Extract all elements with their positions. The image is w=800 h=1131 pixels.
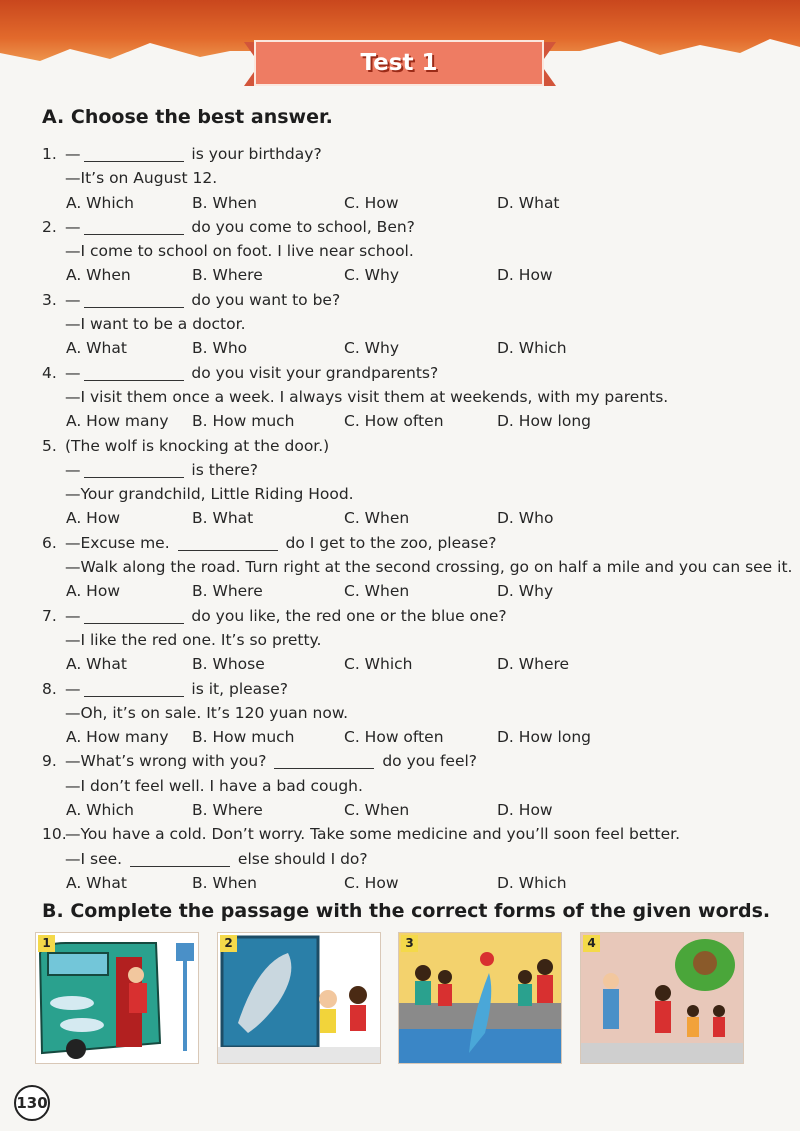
prompt-text-before: — bbox=[65, 363, 81, 382]
answer-option[interactable]: B. Where bbox=[192, 582, 263, 601]
question-prompt-line bbox=[0, 531, 800, 555]
answer-options bbox=[0, 263, 800, 287]
answer-option[interactable]: B. Whose bbox=[192, 655, 265, 674]
question-prompt-line bbox=[0, 458, 800, 482]
question-reply-line bbox=[0, 774, 800, 798]
answer-option[interactable]: A. How bbox=[66, 582, 121, 601]
question-reply bbox=[65, 847, 368, 871]
prompt-text-before: — bbox=[65, 217, 81, 236]
question-reply: —I like the red one. It’s so pretty. bbox=[65, 630, 322, 649]
question-prompt bbox=[65, 142, 322, 166]
answer-option[interactable]: C. How often bbox=[344, 728, 444, 747]
answer-option[interactable]: C. How bbox=[344, 873, 399, 892]
answer-blank[interactable] bbox=[84, 218, 184, 235]
question-prompt bbox=[65, 361, 438, 385]
dolphin-show-icon bbox=[399, 933, 562, 1064]
prompt-text-before: —What’s wrong with you? bbox=[65, 752, 272, 771]
picture-zoo-monkey bbox=[580, 932, 744, 1064]
question-prompt bbox=[65, 604, 507, 628]
reply-text-after: else should I do? bbox=[233, 849, 368, 868]
question-item bbox=[0, 142, 800, 215]
answer-option[interactable]: D. How bbox=[497, 266, 553, 285]
answer-option[interactable]: C. How often bbox=[344, 412, 444, 431]
picture-number: 2 bbox=[220, 935, 237, 952]
answer-option[interactable]: A. Which bbox=[66, 801, 134, 820]
question-item bbox=[0, 531, 800, 604]
question-reply-line bbox=[0, 482, 800, 506]
prompt-text-after: is there? bbox=[186, 460, 258, 479]
answer-option[interactable]: A. What bbox=[66, 873, 127, 892]
question-number: 10. bbox=[42, 825, 67, 844]
answer-option[interactable]: A. What bbox=[66, 339, 127, 358]
prompt-text-after: is your birthday? bbox=[186, 145, 322, 163]
question-item bbox=[0, 288, 800, 361]
bus-dolphin-icon bbox=[36, 933, 199, 1064]
section-b-title: B. Complete the passage with the correct forms of the given words. bbox=[42, 900, 771, 922]
answer-option[interactable]: B. Where bbox=[192, 801, 263, 820]
answer-options bbox=[0, 409, 800, 433]
question-number: 9. bbox=[42, 752, 57, 771]
section-a-title: A. Choose the best answer. bbox=[42, 106, 333, 128]
answer-option[interactable]: C. Which bbox=[344, 655, 413, 674]
answer-option[interactable]: D. How long bbox=[497, 728, 591, 747]
question-number: 1. bbox=[42, 145, 57, 163]
answer-option[interactable]: C. When bbox=[344, 582, 410, 601]
prompt-text-after: do I get to the zoo, please? bbox=[280, 533, 497, 552]
question-reply-line bbox=[0, 628, 800, 652]
question-number: 5. bbox=[42, 436, 57, 455]
answer-blank[interactable] bbox=[84, 461, 184, 478]
question-prompt bbox=[65, 531, 496, 555]
prompt-text-after: do you visit your grandparents? bbox=[186, 363, 439, 382]
prompt-text-before: —You have a cold. Don’t worry. Take some medicine and you’ll soon feel better. bbox=[65, 825, 680, 844]
page-number: 130 bbox=[14, 1085, 50, 1121]
answer-options bbox=[0, 191, 800, 215]
question-item bbox=[0, 677, 800, 750]
question-prompt bbox=[65, 677, 288, 701]
question-context-line bbox=[0, 434, 800, 458]
answer-option[interactable]: C. How bbox=[344, 193, 399, 212]
question-item bbox=[0, 215, 800, 288]
reply-text-before: —I see. bbox=[65, 849, 127, 868]
question-prompt bbox=[65, 215, 415, 239]
answer-option[interactable]: D. How long bbox=[497, 412, 591, 431]
question-prompt bbox=[65, 288, 340, 312]
prompt-text-before: — bbox=[65, 145, 81, 163]
question-reply: —Your grandchild, Little Riding Hood. bbox=[65, 485, 354, 504]
answer-option[interactable]: A. Which bbox=[66, 193, 134, 212]
question-prompt-line bbox=[0, 361, 800, 385]
question-reply-line bbox=[0, 555, 800, 579]
answer-blank[interactable] bbox=[274, 752, 374, 769]
prompt-text-after: is it, please? bbox=[186, 679, 288, 698]
answer-blank[interactable] bbox=[84, 607, 184, 624]
answer-option[interactable]: C. When bbox=[344, 801, 410, 820]
answer-blank[interactable] bbox=[84, 145, 184, 162]
question-reply-line bbox=[0, 312, 800, 336]
picture-number: 3 bbox=[401, 935, 418, 952]
question-number: 4. bbox=[42, 363, 57, 382]
answer-options bbox=[0, 798, 800, 822]
question-prompt-line bbox=[0, 822, 800, 846]
question-prompt bbox=[65, 749, 477, 773]
answer-blank[interactable] bbox=[130, 850, 230, 867]
picture-bus-dolphins bbox=[35, 932, 199, 1064]
answer-blank[interactable] bbox=[84, 364, 184, 381]
prompt-text-before: — bbox=[65, 460, 81, 479]
question-prompt-line bbox=[0, 142, 800, 166]
zoo-monkey-icon bbox=[581, 933, 744, 1064]
question-reply: —I don’t feel well. I have a bad cough. bbox=[65, 776, 363, 795]
answer-option[interactable]: B. Who bbox=[192, 339, 248, 358]
question-reply-line bbox=[0, 239, 800, 263]
question-number: 6. bbox=[42, 533, 57, 552]
question-prompt-line bbox=[0, 677, 800, 701]
prompt-text-after: do you like, the red one or the blue one? bbox=[186, 606, 507, 625]
answer-options bbox=[0, 506, 800, 530]
picture-shark-tank bbox=[217, 932, 381, 1064]
question-prompt bbox=[65, 822, 680, 846]
answer-options bbox=[0, 652, 800, 676]
answer-option[interactable]: B. What bbox=[192, 509, 254, 528]
question-context: (The wolf is knocking at the door.) bbox=[65, 436, 330, 455]
answer-option[interactable]: B. Where bbox=[192, 266, 263, 285]
question-reply: —I visit them once a week. I always visit them at weekends, with my parents. bbox=[65, 387, 669, 406]
question-prompt bbox=[65, 458, 258, 482]
answer-option[interactable]: A. How many bbox=[66, 728, 169, 747]
question-number: 3. bbox=[42, 290, 57, 309]
prompt-text-before: —Excuse me. bbox=[65, 533, 175, 552]
question-reply: —I want to be a doctor. bbox=[65, 315, 246, 334]
answer-options bbox=[0, 871, 800, 895]
answer-blank[interactable] bbox=[178, 534, 278, 551]
question-prompt-line bbox=[0, 288, 800, 312]
answer-option[interactable]: C. Why bbox=[344, 339, 399, 358]
question-list bbox=[0, 142, 800, 895]
answer-blank[interactable] bbox=[84, 291, 184, 308]
prompt-text-before: — bbox=[65, 290, 81, 309]
answer-options bbox=[0, 336, 800, 360]
question-item bbox=[0, 604, 800, 677]
answer-option[interactable]: A. How bbox=[66, 509, 121, 528]
page-title: Test 1 bbox=[360, 50, 438, 76]
answer-option[interactable]: C. Why bbox=[344, 266, 399, 285]
question-number: 2. bbox=[42, 217, 57, 236]
answer-option[interactable]: B. How much bbox=[192, 412, 295, 431]
picture-number: 4 bbox=[583, 935, 600, 952]
answer-option[interactable]: D. Who bbox=[497, 509, 554, 528]
question-reply: —It’s on August 12. bbox=[65, 169, 218, 188]
prompt-text-before: — bbox=[65, 606, 81, 625]
prompt-text-after: do you want to be? bbox=[186, 290, 341, 309]
question-reply: —Walk along the road. Turn right at the second crossing, go on half a mile and you can see it. bbox=[65, 558, 793, 577]
question-prompt-line bbox=[0, 749, 800, 773]
title-banner bbox=[244, 36, 556, 92]
answer-option[interactable]: C. When bbox=[344, 509, 410, 528]
question-reply-line bbox=[0, 847, 800, 871]
prompt-text-after: do you come to school, Ben? bbox=[186, 217, 415, 236]
answer-option[interactable]: D. Why bbox=[497, 582, 554, 601]
answer-option[interactable]: D. What bbox=[497, 193, 560, 212]
question-prompt-line bbox=[0, 604, 800, 628]
question-item bbox=[0, 434, 800, 531]
question-item bbox=[0, 361, 800, 434]
answer-option[interactable]: A. What bbox=[66, 655, 127, 674]
question-number: 8. bbox=[42, 679, 57, 698]
prompt-text-after: do you feel? bbox=[377, 752, 478, 771]
answer-options bbox=[0, 579, 800, 603]
shark-tank-icon bbox=[218, 933, 381, 1064]
answer-option[interactable]: A. How many bbox=[66, 412, 169, 431]
question-prompt-line bbox=[0, 215, 800, 239]
question-reply: —Oh, it’s on sale. It’s 120 yuan now. bbox=[65, 703, 349, 722]
picture-number: 1 bbox=[38, 935, 55, 952]
answer-option[interactable]: B. When bbox=[192, 873, 257, 892]
question-item bbox=[0, 822, 800, 895]
picture-dolphin-show bbox=[398, 932, 562, 1064]
answer-option[interactable]: D. How bbox=[497, 801, 553, 820]
answer-option[interactable]: B. How much bbox=[192, 728, 295, 747]
question-reply-line bbox=[0, 385, 800, 409]
answer-options bbox=[0, 725, 800, 749]
question-item bbox=[0, 749, 800, 822]
answer-option[interactable]: D. Which bbox=[497, 873, 567, 892]
answer-option[interactable]: D. Which bbox=[497, 339, 567, 358]
question-reply-line bbox=[0, 166, 800, 190]
answer-blank[interactable] bbox=[84, 680, 184, 697]
answer-option[interactable]: B. When bbox=[192, 193, 257, 212]
question-reply: —I come to school on foot. I live near school. bbox=[65, 242, 414, 261]
question-reply-line bbox=[0, 701, 800, 725]
prompt-text-before: — bbox=[65, 679, 81, 698]
question-number: 7. bbox=[42, 606, 57, 625]
answer-option[interactable]: D. Where bbox=[497, 655, 570, 674]
answer-option[interactable]: A. When bbox=[66, 266, 131, 285]
